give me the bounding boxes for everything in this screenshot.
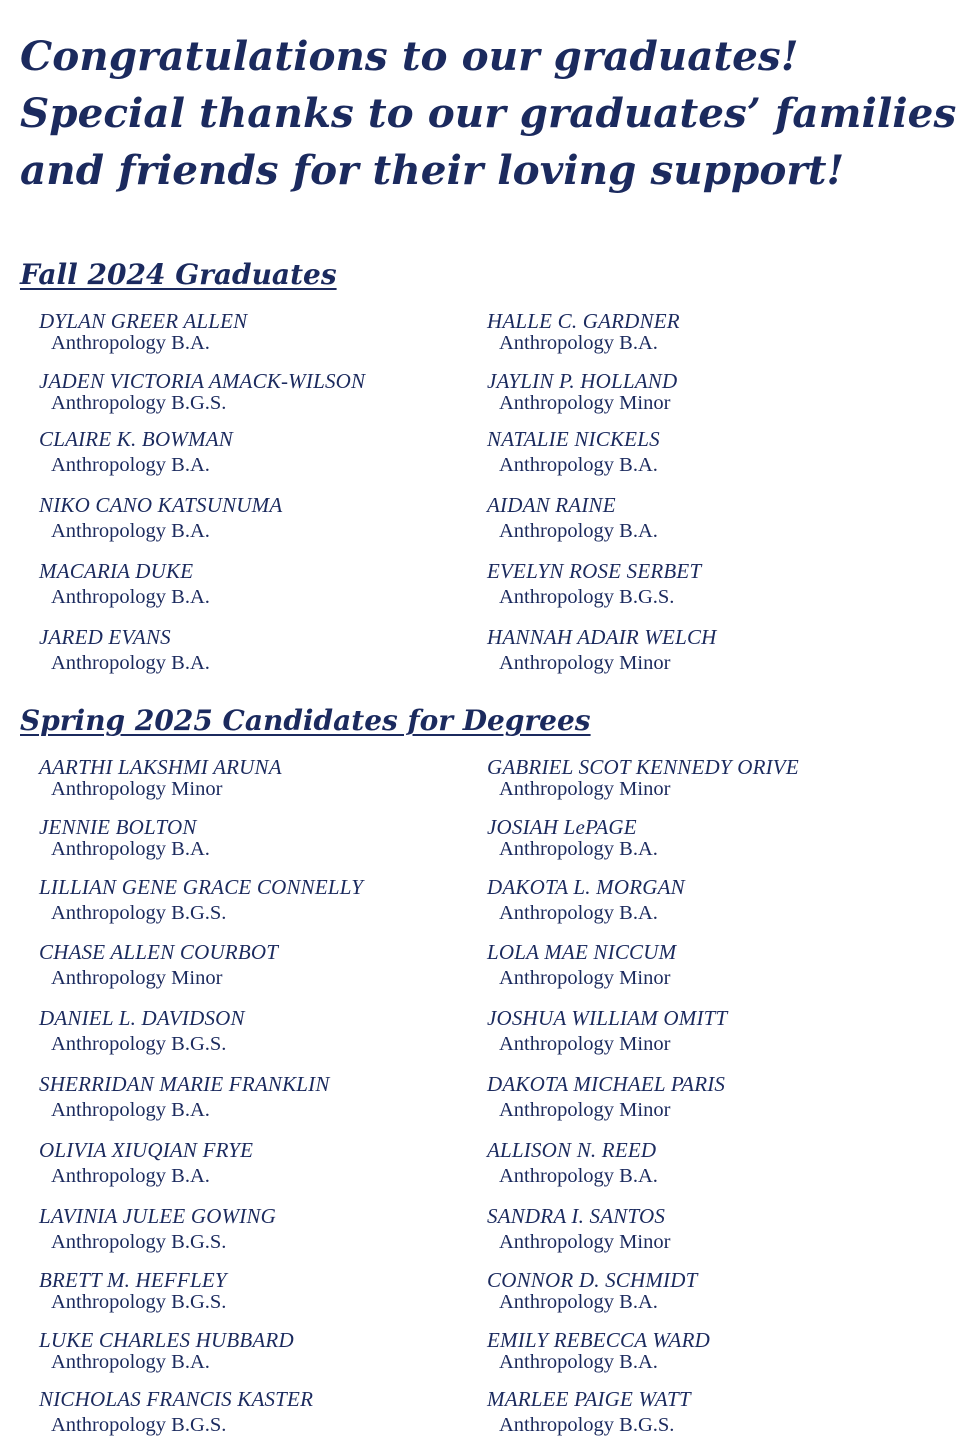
graduate-degree: Anthropology B.A. bbox=[499, 1291, 658, 1313]
graduate-entry bbox=[487, 626, 947, 674]
graduate-degree: Anthropology B.A. bbox=[499, 520, 658, 542]
graduate-degree: Anthropology Minor bbox=[499, 392, 671, 414]
graduate-entry bbox=[39, 1329, 499, 1373]
graduate-degree: Anthropology B.A. bbox=[499, 902, 658, 924]
graduate-degree: Anthropology B.G.S. bbox=[51, 392, 227, 414]
graduate-entry bbox=[39, 876, 499, 924]
graduate-name: SANDRA I. SANTOS bbox=[487, 1204, 666, 1228]
graduate-entry bbox=[487, 310, 947, 354]
graduate-degree: Anthropology Minor bbox=[499, 652, 671, 674]
graduate-name: OLIVIA XIUQIAN FRYE bbox=[39, 1138, 254, 1162]
graduate-degree: Anthropology B.A. bbox=[51, 520, 210, 542]
graduate-entry bbox=[39, 941, 499, 989]
graduate-entry bbox=[487, 370, 947, 414]
graduate-degree: Anthropology B.A. bbox=[499, 838, 658, 860]
fall-2024-section-title: Fall 2024 Graduates bbox=[20, 258, 337, 291]
graduate-entry bbox=[487, 1269, 947, 1313]
graduate-name: MARLEE PAIGE WATT bbox=[487, 1387, 691, 1411]
congratulations-headline bbox=[20, 28, 960, 199]
graduate-name: JARED EVANS bbox=[39, 625, 171, 649]
graduate-entry bbox=[487, 1329, 947, 1373]
graduate-entry bbox=[39, 1139, 499, 1187]
graduate-entry bbox=[39, 494, 499, 542]
graduate-name: JOSHUA WILLIAM OMITT bbox=[487, 1006, 728, 1030]
graduate-degree: Anthropology Minor bbox=[499, 1099, 671, 1121]
graduate-name: AARTHI LAKSHMI ARUNA bbox=[39, 755, 282, 779]
graduate-entry bbox=[39, 626, 499, 674]
graduate-entry bbox=[39, 1007, 499, 1055]
graduate-name: HALLE C. GARDNER bbox=[487, 309, 680, 333]
graduate-entry bbox=[39, 560, 499, 608]
graduate-name: LILLIAN GENE GRACE CONNELLY bbox=[39, 875, 364, 899]
graduate-name: DAKOTA L. MORGAN bbox=[487, 875, 685, 899]
graduate-entry bbox=[487, 756, 947, 800]
graduate-entry bbox=[487, 816, 947, 860]
graduate-name: DYLAN GREER ALLEN bbox=[39, 309, 248, 333]
graduate-degree: Anthropology B.A. bbox=[51, 332, 210, 354]
graduate-entry bbox=[487, 941, 947, 989]
graduate-name: NIKO CANO KATSUNUMA bbox=[39, 493, 283, 517]
graduate-name: DANIEL L. DAVIDSON bbox=[39, 1006, 245, 1030]
headline-line-3: and friends for their loving support! bbox=[20, 146, 845, 194]
graduate-name: LOLA MAE NICCUM bbox=[487, 940, 677, 964]
graduate-entry bbox=[39, 1388, 499, 1436]
graduate-degree: Anthropology Minor bbox=[499, 1033, 671, 1055]
graduate-name: SHERRIDAN MARIE FRANKLIN bbox=[39, 1072, 330, 1096]
graduate-name: LAVINIA JULEE GOWING bbox=[39, 1204, 277, 1228]
graduate-degree: Anthropology B.G.S. bbox=[51, 1414, 227, 1436]
graduate-degree: Anthropology B.A. bbox=[51, 454, 210, 476]
graduate-degree: Anthropology B.A. bbox=[499, 454, 658, 476]
headline-line-2: Special thanks to our graduates’ families bbox=[20, 89, 957, 137]
graduate-degree: Anthropology B.A. bbox=[51, 652, 210, 674]
graduate-entry bbox=[487, 1073, 947, 1121]
graduate-name: BRETT M. HEFFLEY bbox=[39, 1268, 227, 1292]
graduate-degree: Anthropology B.A. bbox=[51, 1351, 210, 1373]
graduate-entry bbox=[487, 876, 947, 924]
graduate-degree: Anthropology B.A. bbox=[499, 332, 658, 354]
graduate-name: DAKOTA MICHAEL PARIS bbox=[487, 1072, 726, 1096]
graduate-degree: Anthropology B.A. bbox=[499, 1351, 658, 1373]
graduate-name: AIDAN RAINE bbox=[487, 493, 616, 517]
graduate-entry bbox=[487, 494, 947, 542]
graduate-degree: Anthropology B.A. bbox=[51, 1165, 210, 1187]
graduate-degree: Anthropology B.A. bbox=[499, 1165, 658, 1187]
graduate-name: JADEN VICTORIA AMACK-WILSON bbox=[39, 369, 366, 393]
graduate-entry bbox=[39, 310, 499, 354]
graduate-degree: Anthropology B.G.S. bbox=[499, 586, 675, 608]
graduate-entry bbox=[487, 1139, 947, 1187]
graduate-name: NICHOLAS FRANCIS KASTER bbox=[39, 1387, 314, 1411]
graduate-degree: Anthropology B.G.S. bbox=[51, 1291, 227, 1313]
graduate-entry bbox=[39, 816, 499, 860]
graduate-degree: Anthropology Minor bbox=[499, 778, 671, 800]
graduate-degree: Anthropology B.A. bbox=[51, 586, 210, 608]
graduate-name: EMILY REBECCA WARD bbox=[487, 1328, 710, 1352]
graduate-name: HANNAH ADAIR WELCH bbox=[487, 625, 717, 649]
graduate-entry bbox=[39, 370, 499, 414]
graduate-name: LUKE CHARLES HUBBARD bbox=[39, 1328, 294, 1352]
graduate-degree: Anthropology B.A. bbox=[51, 838, 210, 860]
graduate-degree: Anthropology B.A. bbox=[51, 1099, 210, 1121]
graduate-entry bbox=[39, 428, 499, 476]
graduate-entry bbox=[39, 1205, 499, 1253]
graduate-degree: Anthropology Minor bbox=[51, 967, 223, 989]
graduate-name: CONNOR D. SCHMIDT bbox=[487, 1268, 698, 1292]
graduate-name: JAYLIN P. HOLLAND bbox=[487, 369, 678, 393]
graduate-name: CHASE ALLEN COURBOT bbox=[39, 940, 279, 964]
graduate-entry bbox=[487, 1205, 947, 1253]
graduate-entry bbox=[487, 560, 947, 608]
graduate-degree: Anthropology B.G.S. bbox=[51, 902, 227, 924]
graduate-name: JOSIAH LePAGE bbox=[487, 815, 637, 839]
graduate-degree: Anthropology Minor bbox=[51, 778, 223, 800]
graduate-name: GABRIEL SCOT KENNEDY ORIVE bbox=[487, 755, 799, 779]
graduate-name: NATALIE NICKELS bbox=[487, 427, 660, 451]
graduate-entry bbox=[487, 1388, 947, 1436]
spring-2025-section-title: Spring 2025 Candidates for Degrees bbox=[20, 704, 591, 737]
graduate-name: EVELYN ROSE SERBET bbox=[487, 559, 702, 583]
graduate-degree: Anthropology Minor bbox=[499, 967, 671, 989]
graduate-degree: Anthropology Minor bbox=[499, 1231, 671, 1253]
headline-line-1: Congratulations to our graduates! bbox=[20, 32, 799, 80]
graduate-name: ALLISON N. REED bbox=[487, 1138, 657, 1162]
graduate-entry bbox=[39, 1073, 499, 1121]
graduate-name: JENNIE BOLTON bbox=[39, 815, 197, 839]
graduate-degree: Anthropology B.G.S. bbox=[51, 1033, 227, 1055]
graduate-entry bbox=[39, 1269, 499, 1313]
graduate-entry bbox=[487, 428, 947, 476]
graduate-name: CLAIRE K. BOWMAN bbox=[39, 427, 233, 451]
graduate-entry bbox=[487, 1007, 947, 1055]
graduate-degree: Anthropology B.G.S. bbox=[51, 1231, 227, 1253]
graduate-entry bbox=[39, 756, 499, 800]
graduate-degree: Anthropology B.G.S. bbox=[499, 1414, 675, 1436]
graduate-name: MACARIA DUKE bbox=[39, 559, 194, 583]
